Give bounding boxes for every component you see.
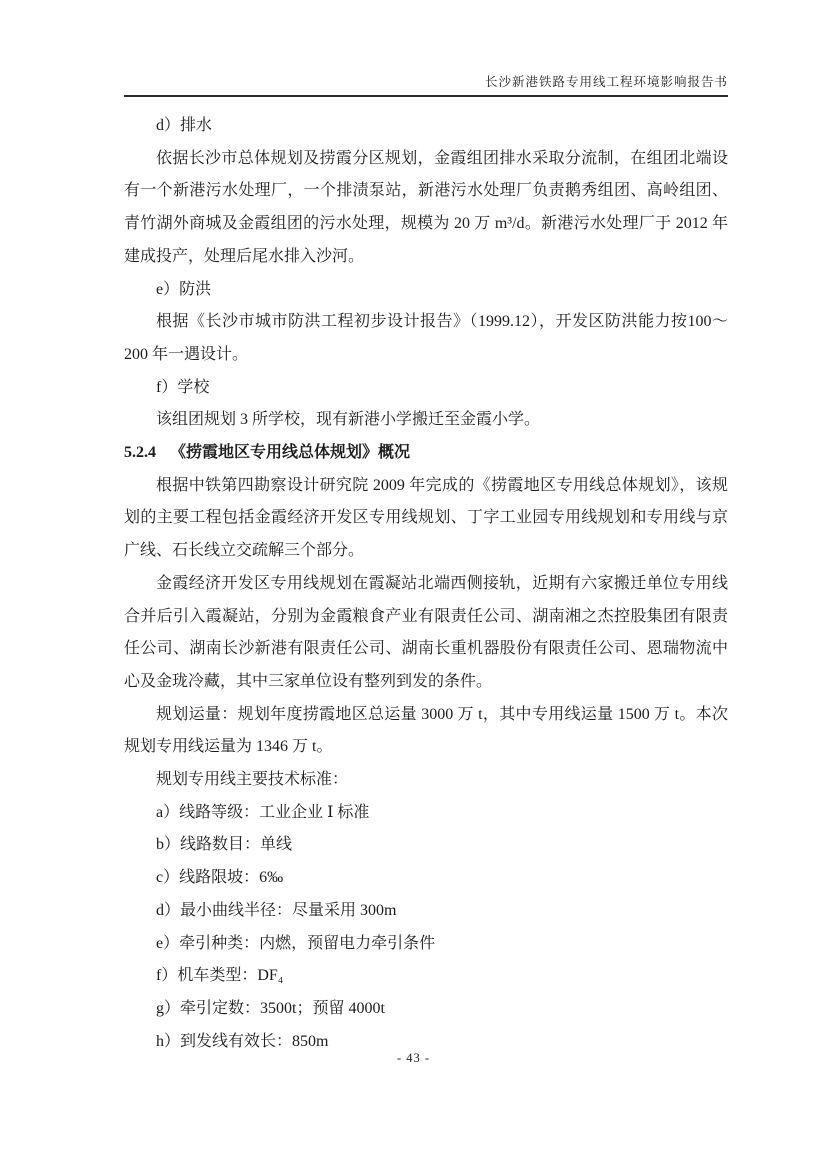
list-item-d-curve-radius: d）最小曲线半径：尽量采用 300m <box>156 901 397 919</box>
paragraph-relocation-units: 金霞经济开发区专用线规划在霞凝站北端西侧接轨，近期有六家搬迁单位专用线合并后引入霞凝站，分别为金霞粮食产业有限责任公司、湖南湘之杰控股集团有限责任公司、湖南长沙新港有限责任公司、湖南长重机器股份有限责任公司、恩瑞物流中心及金珑冷藏，其中三家单位设有整列到发的条件。 <box>124 574 728 690</box>
list-item-e-flood-control: e）防洪 <box>156 280 212 298</box>
document-body <box>124 110 728 1058</box>
paragraph-plan-overview: 根据中铁第四勘察设计研究院 2009 年完成的《捞霞地区专用线总体规划》，该规划的主要工程包括金霞经济开发区专用线规划、丁字工业园专用线规划和专用线与京广线、石长线立交疏解三个部分。 <box>124 476 728 560</box>
paragraph-schools: 该组团规划 3 所学校，现有新港小学搬迁至金霞小学。 <box>156 411 541 429</box>
list-item-c-gradient: c）线路限坡：6‰ <box>156 869 284 887</box>
list-item-f-locomotive: f）机车类型：DF₄ <box>156 967 284 985</box>
list-intro-tech-standards: 规划专用线主要技术标准： <box>156 771 349 789</box>
list-item-g-traction-mass: g）牵引定数：3500t；预留 4000t <box>156 999 385 1017</box>
report-title: 长沙新港铁路专用线工程环境影响报告书 <box>484 75 728 89</box>
page-header <box>124 72 728 97</box>
list-item-a-line-grade: a）线路等级：工业企业 Ⅰ 标准 <box>156 803 370 821</box>
paragraph-flood-control: 根据《长沙市城市防洪工程初步设计报告》（1999.12），开发区防洪能力按100～200 年一遇设计。 <box>124 313 728 363</box>
section-heading-524 <box>124 437 728 470</box>
list-item-e-traction-type: e）牵引种类：内燃，预留电力牵引条件 <box>156 934 436 952</box>
list-item-h-track-length: h）到发线有效长：850m <box>156 1032 329 1050</box>
section-title: 《捞霞地区专用线总体规划》概况 <box>170 444 411 462</box>
paragraph-drainage: 依据长沙市总体规划及捞霞分区规划，金霞组团排水采取分流制，在组团北端设有一个新港污水处理厂，一个排渍泵站，新港污水处理厂负责鹅秀组团、高岭组团、青竹湖外商城及金霞组团的污水处理，规模为 20 万 m³/d。新港污水处理厂于 2012 年建成投产，处理后尾水排入沙河。 <box>124 149 728 265</box>
list-item-b-track-number: b）线路数目：单线 <box>156 836 293 854</box>
list-item-d-drainage: d）排水 <box>156 117 213 134</box>
paragraph-planned-volume: 规划运量：规划年度捞霞地区总运量 3000 万 t，其中专用线运量 1500 万 t。本次规划专用线运量为 1346 万 t。 <box>124 705 728 756</box>
page-number: - 43 - <box>396 1051 431 1065</box>
section-number: 5.2.4 <box>124 444 156 462</box>
list-item-f-schools: f）学校 <box>156 378 210 396</box>
